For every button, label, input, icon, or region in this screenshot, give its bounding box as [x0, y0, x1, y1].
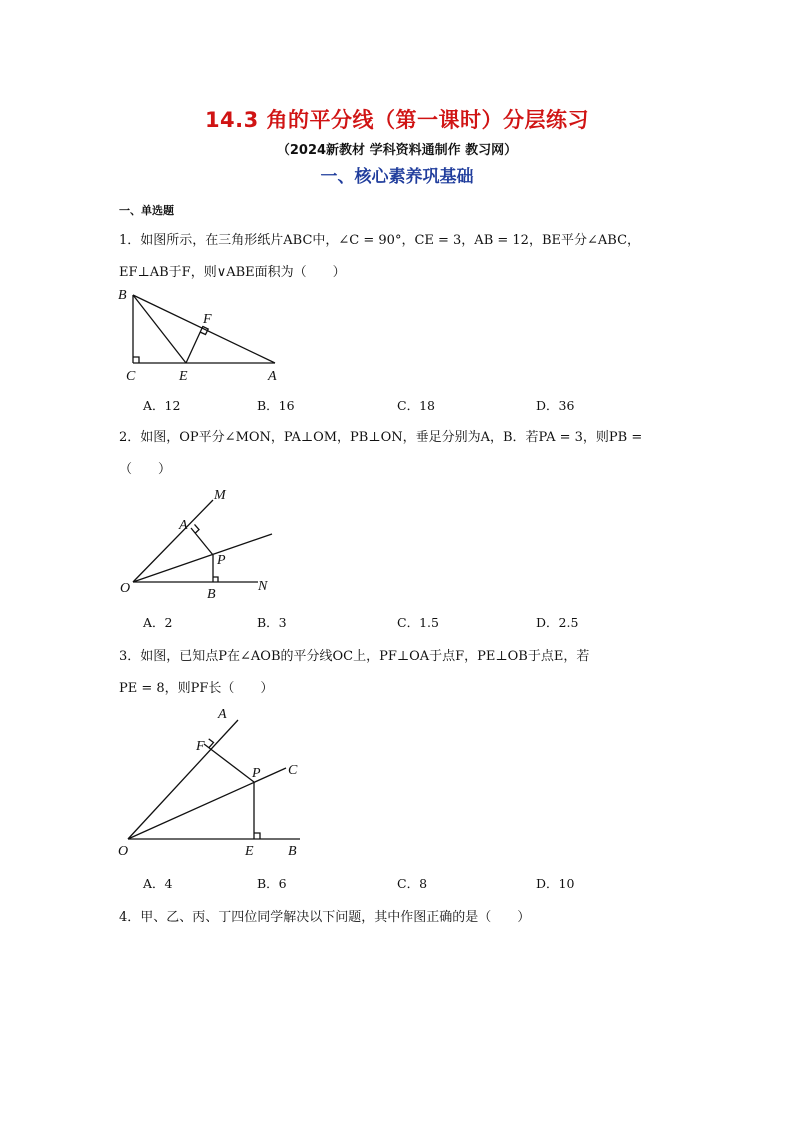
- question-category: 一、单选题: [119, 204, 174, 217]
- q3-label-o: O: [118, 844, 129, 859]
- page-subtitle: （2024新教材 学科资料通制作 教习网）: [276, 143, 518, 158]
- question-3-text-line1: 3．如图，已知点P在∠AOB的平分线OC上，PF⊥OA于点F，PE⊥OB于点E，若: [119, 649, 590, 664]
- question-1-text-line1: 1．如图所示，在三角形纸片ABC中，∠C = 90°，CE = 3，AB = 12，BE平分∠ABC，: [119, 233, 641, 248]
- q3-option-a: A．4: [143, 876, 173, 891]
- question-3-text-line2: PE = 8，则PF长（ ）: [119, 681, 274, 696]
- q1-option-c: C．18: [397, 398, 435, 413]
- question-2-text-line2: （ ）: [119, 462, 172, 477]
- q2-label-b: B: [207, 587, 216, 602]
- q2-option-c: C．1.5: [397, 615, 439, 630]
- q1-option-b: B．16: [257, 398, 295, 413]
- q3-label-b: B: [288, 844, 297, 859]
- q2-label-m: M: [214, 488, 226, 503]
- q1-label-c: C: [126, 369, 136, 384]
- q3-label-f: F: [196, 739, 205, 754]
- q3-option-b: B．6: [257, 876, 287, 891]
- question-1-text-line2: EF⊥AB于F，则∨ABE面积为（ ）: [119, 265, 346, 280]
- q3-option-c: C．8: [397, 876, 428, 891]
- question-4-text-line1: 4．甲、乙、丙、丁四位同学解决以下问题，其中作图正确的是（ ）: [119, 910, 531, 925]
- q3-label-p: P: [252, 766, 261, 781]
- q1-label-e: E: [179, 369, 188, 384]
- q3-option-d: D．10: [536, 876, 575, 891]
- q3-label-e: E: [245, 844, 254, 859]
- page-title: 14.3 角的平分线（第一课时）分层练习: [204, 108, 590, 132]
- q2-option-d: D．2.5: [536, 615, 579, 630]
- q1-label-f: F: [203, 312, 212, 327]
- q2-option-a: A．2: [143, 615, 173, 630]
- q3-label-c: C: [288, 763, 298, 778]
- q2-label-o: O: [120, 581, 131, 596]
- q3-label-a: A: [218, 707, 227, 722]
- q1-label-a: A: [268, 369, 277, 384]
- question-2-text-line1: 2．如图，OP平分∠MON，PA⊥OM，PB⊥ON，垂足分别为A，B．若PA = 3，则PB =: [119, 430, 643, 445]
- q2-label-n: N: [258, 579, 268, 594]
- q1-option-a: A．12: [143, 398, 181, 413]
- q1-label-b: B: [118, 288, 127, 303]
- q2-label-p: P: [217, 553, 226, 568]
- q2-label-a: A: [179, 518, 188, 533]
- q2-option-b: B．3: [257, 615, 287, 630]
- q1-option-d: D．36: [536, 398, 575, 413]
- section-heading: 一、核心素养巩基础: [320, 167, 474, 187]
